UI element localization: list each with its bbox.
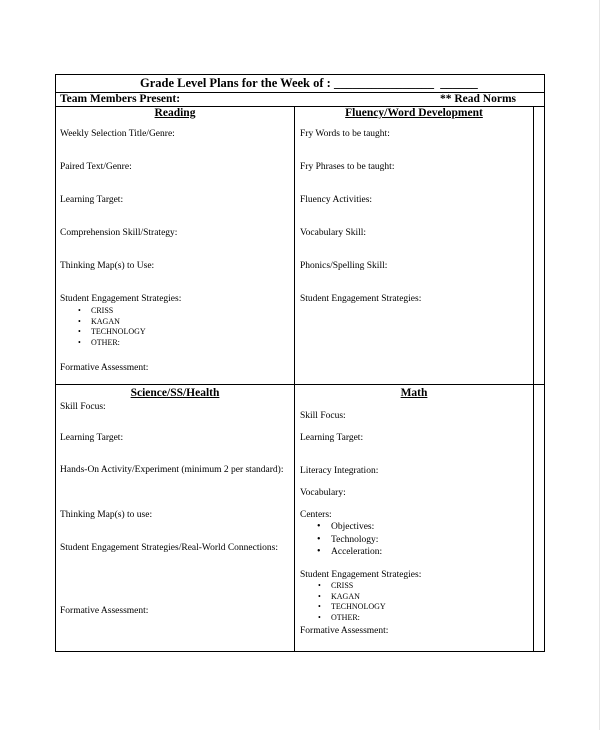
list-item: • OTHER: [300,613,386,624]
fluency-activities-label: Fluency Activities: [300,195,373,205]
fluency-cell [295,107,533,384]
centers-label: Centers: [300,510,332,520]
engagement-list [60,306,146,348]
math-heading: Math [400,387,428,399]
skill-focus-label: Skill Focus: [60,402,106,412]
read-norms-label: ** Read Norms [440,93,517,105]
skill-focus-label: Skill Focus: [300,411,346,421]
centers-list [300,521,382,559]
list-item: • KAGAN [60,317,146,328]
hands-on-label: Hands-On Activity/Experiment (minimum 2 per standard): [60,465,284,475]
engagement-list [300,581,386,623]
thinking-maps-label: Thinking Map(s) to Use: [60,261,155,271]
engagement-label: Student Engagement Strategies: [60,294,182,304]
list-item: • KAGAN [300,592,386,603]
vocabulary-label: Vocabulary: [300,488,346,498]
title-row [56,75,544,93]
lesson-plan-table [55,74,545,652]
thinking-maps-label: Thinking Map(s) to use: [60,510,153,520]
page-title: Grade Level Plans for the Week of : ________________ ______ [140,76,478,90]
engagement-label: Student Engagement Strategies: [300,294,422,304]
science-heading: Science/SS/Health [130,387,220,399]
engagement-label: Student Engagement Strategies/Real-World Connections: [60,543,278,553]
reading-cell [56,107,294,384]
right-margin-line [533,107,534,651]
comprehension-label: Comprehension Skill/Strategy: [60,228,178,238]
phonics-spelling-label: Phonics/Spelling Skill: [300,261,388,271]
fluency-heading: Fluency/Word Development [345,107,483,119]
science-cell [56,385,294,651]
list-item: • Technology: [300,534,382,547]
learning-target-label: Learning Target: [300,433,364,443]
formative-assessment-label: Formative Assessment: [60,363,149,373]
list-item: • Acceleration: [300,546,382,559]
paired-text-label: Paired Text/Genre: [60,162,132,172]
learning-target-label: Learning Target: [60,195,124,205]
formative-assessment-label: Formative Assessment: [300,626,389,636]
literacy-integration-label: Literacy Integration: [300,466,379,476]
reading-heading: Reading [154,107,196,119]
weekly-selection-label: Weekly Selection Title/Genre: [60,129,175,139]
engagement-label: Student Engagement Strategies: [300,570,422,580]
team-members-row [56,92,544,107]
list-item: • CRISS [60,306,146,317]
list-item: • Objectives: [300,521,382,534]
list-item: • CRISS [300,581,386,592]
math-cell [295,385,533,651]
list-item: • TECHNOLOGY [300,602,386,613]
fry-phrases-label: Fry Phrases to be taught: [300,162,395,172]
list-item: • OTHER: [60,338,146,349]
learning-target-label: Learning Target: [60,433,124,443]
fry-words-label: Fry Words to be taught: [300,129,390,139]
vocabulary-skill-label: Vocabulary Skill: [300,228,367,238]
list-item: • TECHNOLOGY [60,327,146,338]
formative-assessment-label: Formative Assessment: [60,606,149,616]
team-members-label: Team Members Present: [60,93,181,105]
